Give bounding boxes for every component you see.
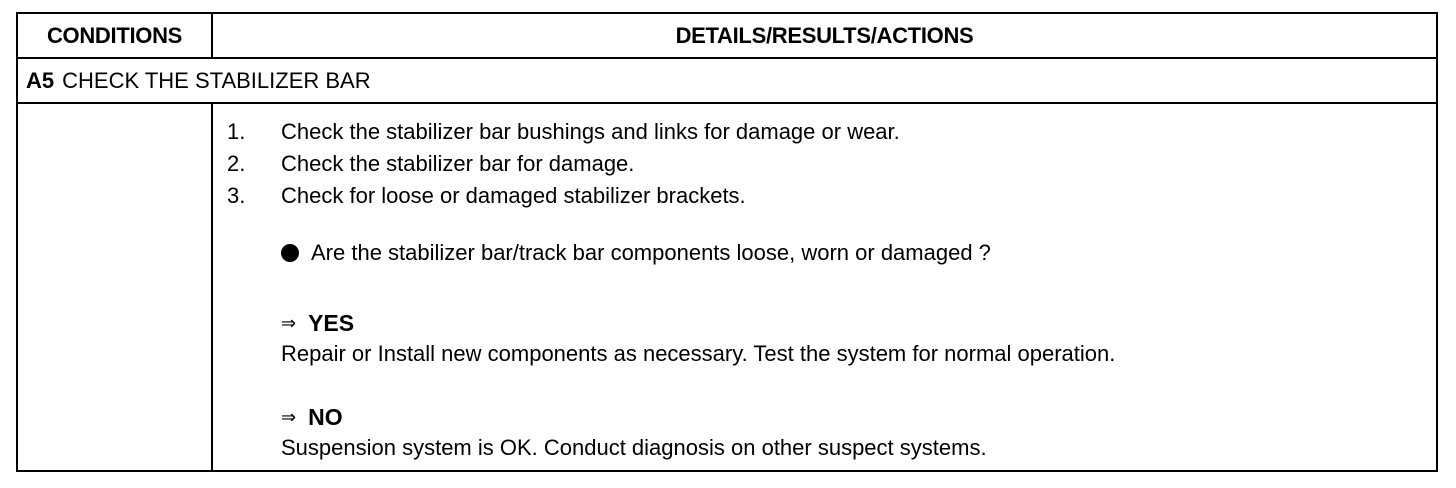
no-action-text: Suspension system is OK. Conduct diagnosis on other suspect systems. — [281, 435, 987, 460]
arrow-right-icon: ⇒ — [281, 313, 297, 333]
no-label: NO — [308, 404, 343, 430]
instruction-text: Check the stabilizer bar bushings and links for damage or wear. — [281, 119, 900, 144]
instruction-text: Check for loose or damaged stabilizer brackets. — [281, 183, 746, 208]
no-answer — [281, 401, 987, 463]
instruction-number: 2. — [227, 151, 246, 176]
yes-answer — [281, 307, 1115, 369]
question — [281, 237, 991, 269]
instruction-item — [227, 180, 900, 212]
details-header: DETAILS/RESULTS/ACTIONS — [675, 22, 974, 48]
instruction-item — [227, 148, 900, 180]
conditions-header: CONDITIONS — [18, 14, 213, 57]
step-body-row — [18, 104, 1436, 470]
yes-action-text: Repair or Install new components as necessary. Test the system for normal operation. — [281, 341, 1116, 366]
no-answer-head — [281, 401, 987, 433]
instruction-item — [227, 116, 900, 148]
table-header-row — [18, 14, 1436, 59]
step-title: CHECK THE STABILIZER BAR — [62, 67, 371, 93]
instruction-text: Check the stabilizer bar for damage. — [281, 151, 635, 176]
instruction-number: 1. — [227, 119, 246, 144]
yes-answer-head — [281, 307, 1115, 339]
conditions-cell — [18, 104, 213, 470]
arrow-right-icon: ⇒ — [281, 407, 297, 427]
yes-label: YES — [308, 310, 355, 336]
instruction-list — [227, 116, 900, 212]
step-id: A5 — [26, 67, 55, 93]
bullet-icon — [281, 244, 299, 262]
instruction-number: 3. — [227, 183, 246, 208]
step-title-row — [18, 59, 1436, 104]
question-text: Are the stabilizer bar/track bar components loose, worn or damaged ? — [311, 240, 991, 265]
diagnostic-table — [16, 12, 1438, 472]
details-cell — [213, 104, 1436, 470]
